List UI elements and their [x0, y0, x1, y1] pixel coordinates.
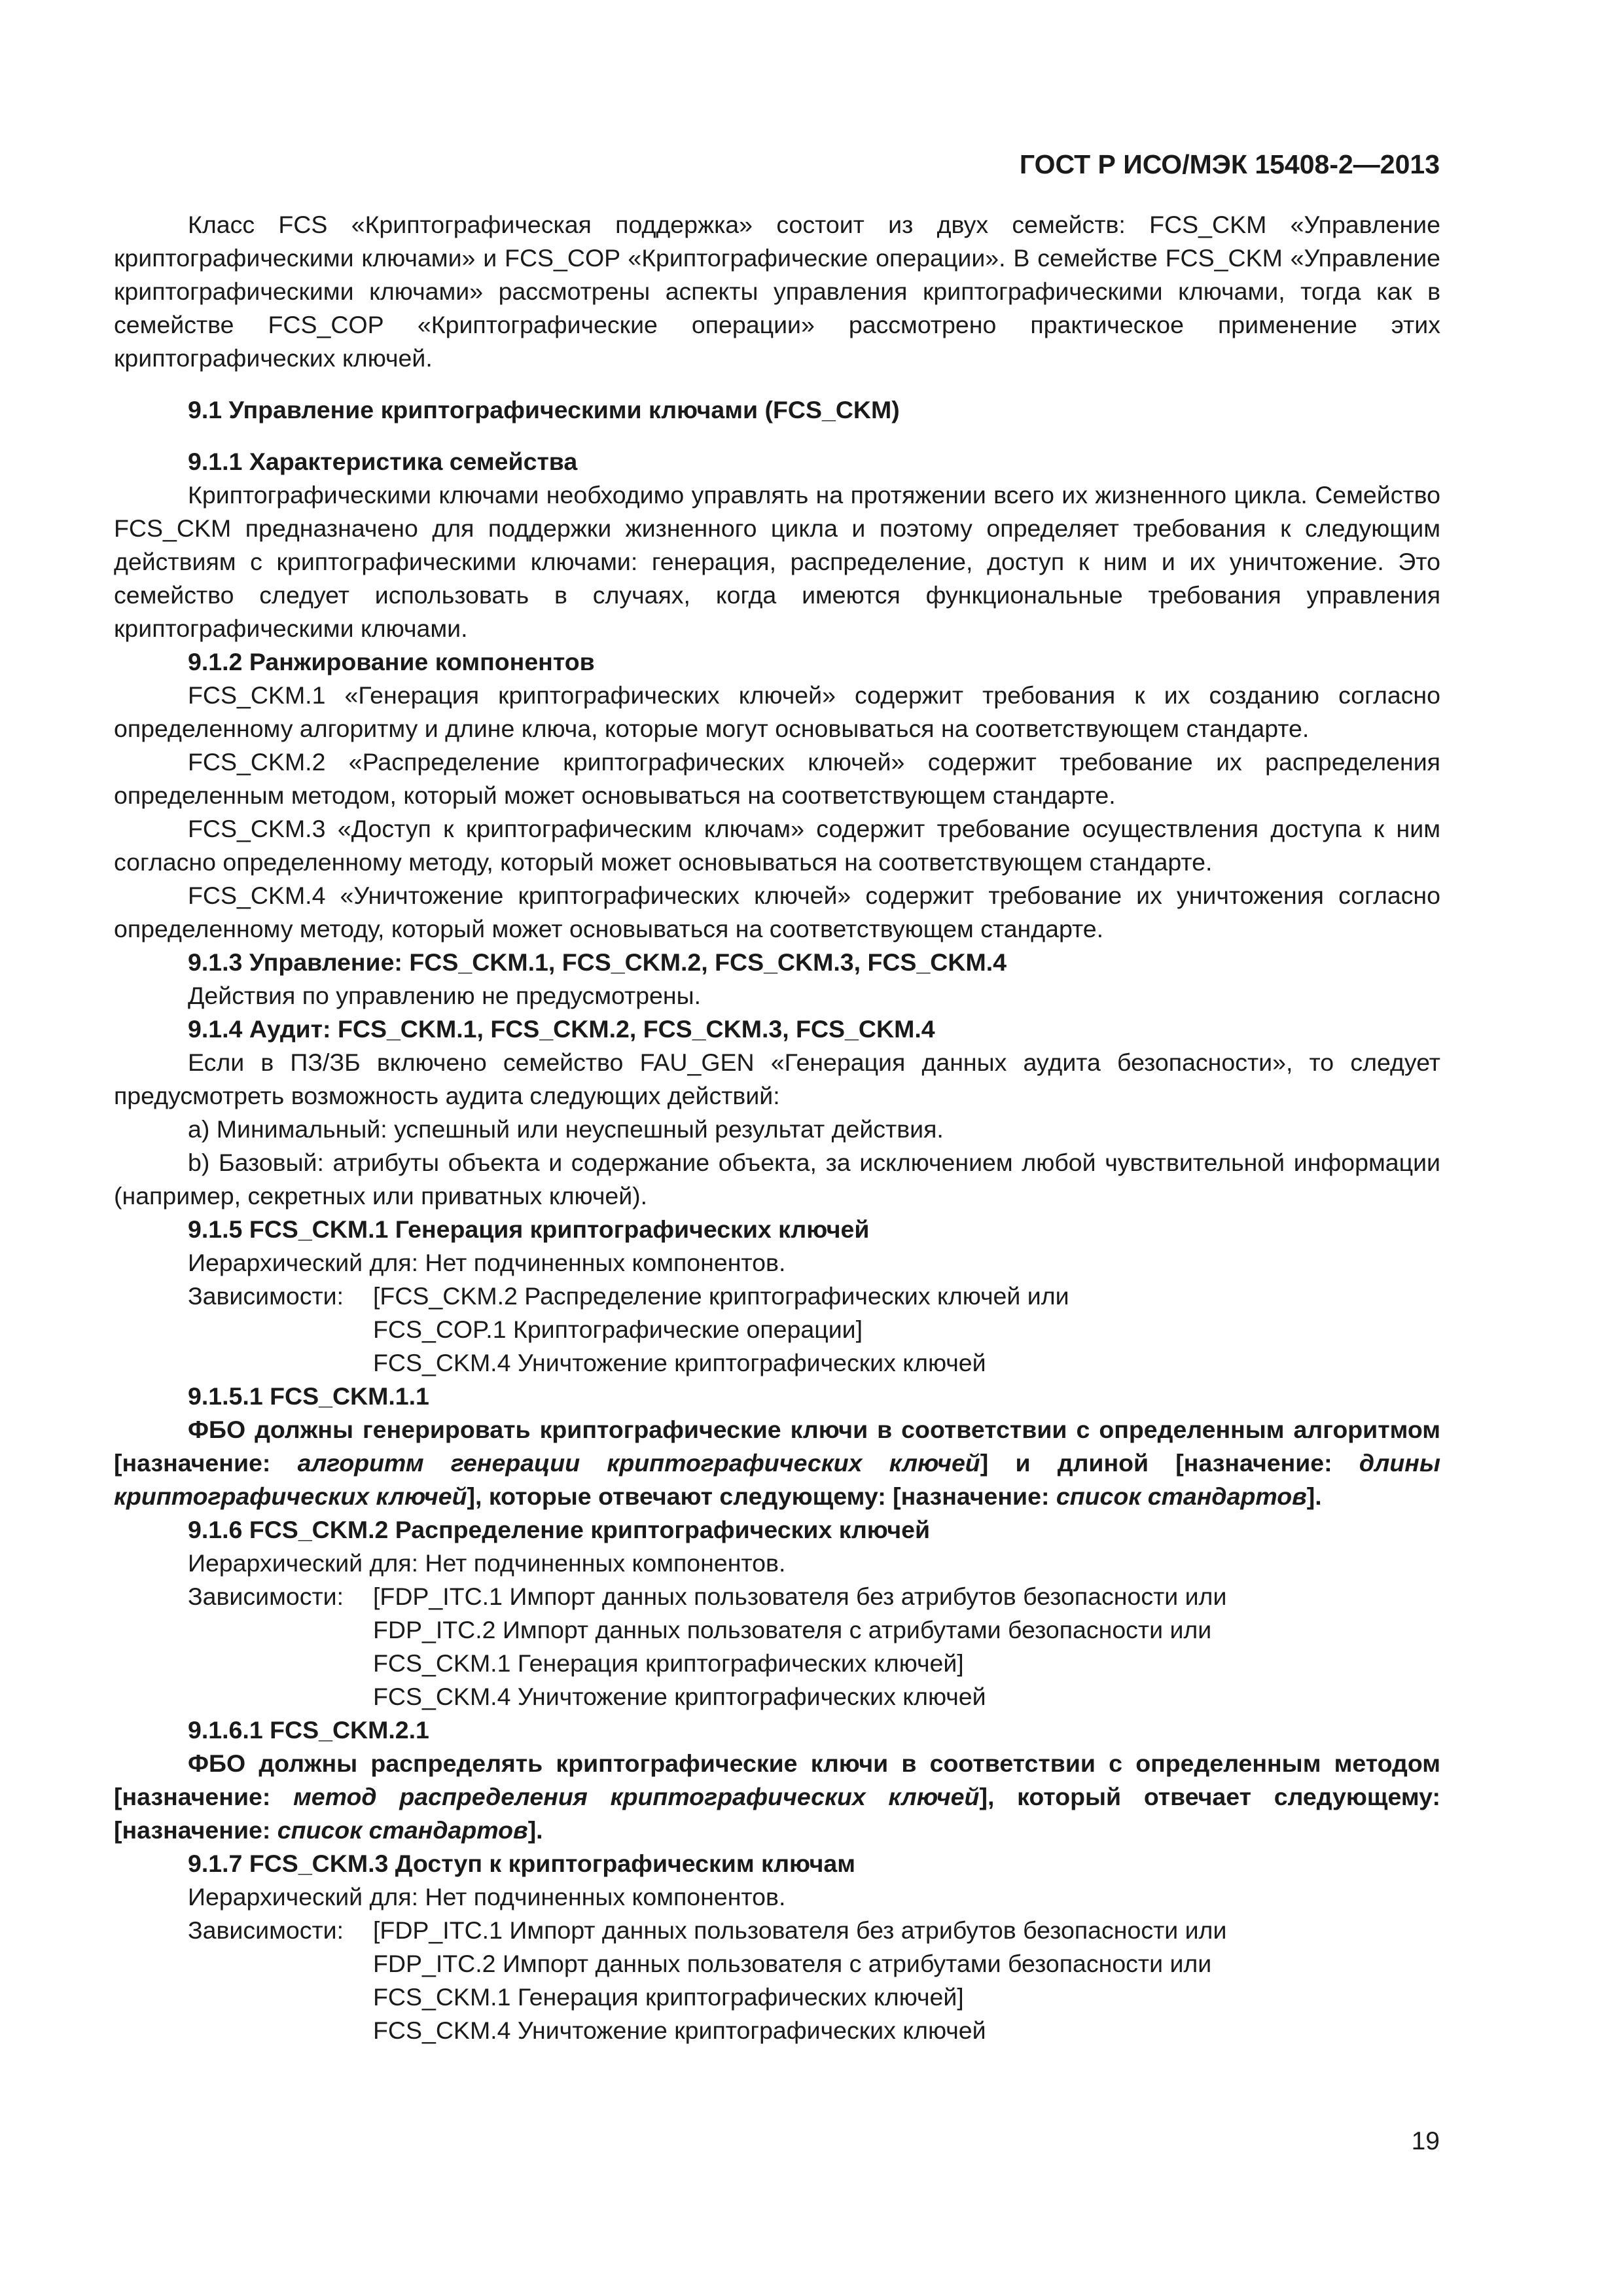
section-9-1-3-text: Действия по управлению не предусмотрены.: [188, 982, 701, 1009]
section-9-1-5-heading: 9.1.5 FCS_CKM.1 Генерация криптографических ключей: [188, 1215, 870, 1243]
requirement-fcs-ckm-2-1: [114, 1747, 1440, 1847]
req-assignment: метод распределения криптографических ключей: [293, 1783, 980, 1810]
section-9-1-2-p2: FCS_CKM.2 «Распределение криптографических ключей» содержит требование их распределения определенным методом, который может основываться на соответствующем стандарте.: [114, 748, 1440, 809]
dependency-line: [FDP_ITC.1 Импорт данных пользователя без атрибутов безопасности или: [373, 1916, 1227, 1944]
req-text: ], который отвечает следующему: [назначение:: [114, 1783, 1440, 1844]
section-9-1-1-heading: 9.1.1 Характеристика семейства: [188, 448, 578, 475]
dependency-line: FCS_CKM.4 Уничтожение криптографических ключей: [373, 1683, 986, 1710]
section-9-1-2-p1: FCS_CKM.1 «Генерация криптографических ключей» содержит требования к их созданию согласно определенному алгоритму и длине ключа, которые могут основываться на соответствующем стандарте.: [114, 681, 1440, 742]
section-9-1-5-1-heading: 9.1.5.1 FCS_CKM.1.1: [188, 1382, 429, 1410]
section-9-1-4-heading: 9.1.4 Аудит: FCS_CKM.1, FCS_CKM.2, FCS_CKM.3, FCS_CKM.4: [188, 1015, 935, 1043]
req-assignment: алгоритм генерации криптографических ключей: [297, 1449, 980, 1477]
dependencies-label: Зависимости:: [188, 1282, 344, 1310]
req-assignment: список стандартов: [1056, 1482, 1307, 1510]
req-text: ].: [1306, 1482, 1322, 1510]
page-content: [114, 208, 1440, 2047]
dependencies-label: Зависимости:: [188, 1583, 344, 1610]
dependency-line: FCS_CKM.1 Генерация криптографических ключей]: [373, 1649, 964, 1677]
dependency-line: [FDP_ITC.1 Импорт данных пользователя без атрибутов безопасности или: [373, 1583, 1227, 1610]
section-9-1-2-p4: FCS_CKM.4 «Уничтожение криптографических ключей» содержит требование их уничтожения согласно определенному методу, который может основываться на соответствующем стандарте.: [114, 882, 1440, 942]
section-9-1-3-heading: 9.1.3 Управление: FCS_CKM.1, FCS_CKM.2, FCS_CKM.3, FCS_CKM.4: [188, 948, 1007, 976]
section-9-1-7-hierarchical: Иерархический для: Нет подчиненных компонентов.: [188, 1883, 786, 1910]
section-9-1-7-dependencies: [114, 1914, 1440, 2047]
section-9-1-heading: 9.1 Управление криптографическими ключами (FCS_CKM): [188, 396, 900, 423]
section-9-1-2-p3: FCS_CKM.3 «Доступ к криптографическим ключам» содержит требование осуществления доступа к ним согласно определенному методу, который может основываться на соответствующем стандарте.: [114, 815, 1440, 876]
dependency-line: FCS_CKM.4 Уничтожение криптографических ключей: [373, 1349, 986, 1376]
dependency-line: FCS_COP.1 Криптографические операции]: [373, 1316, 863, 1343]
dependency-line: [FCS_CKM.2 Распределение криптографических ключей или: [373, 1282, 1069, 1310]
page-number: 19: [1411, 2127, 1440, 2155]
section-9-1-6-hierarchical: Иерархический для: Нет подчиненных компонентов.: [188, 1549, 786, 1577]
dependencies-label: Зависимости:: [188, 1916, 344, 1944]
dependency-line: FCS_CKM.1 Генерация криптографических ключей]: [373, 1983, 964, 2011]
req-text: ФБО должны распределять криптографические ключи в соответствии с определенным методом [назначение:: [114, 1749, 1440, 1810]
section-9-1-2-heading: 9.1.2 Ранжирование компонентов: [188, 648, 595, 675]
section-9-1-6-1-heading: 9.1.6.1 FCS_CKM.2.1: [188, 1716, 429, 1744]
intro-paragraph: Класс FCS «Криптографическая поддержка» состоит из двух семейств: FCS_CKM «Управление криптографическими ключами» и FCS_COP «Криптографические операции». В семействе FCS_CKM «Управление криптографическими ключами» рассмотрены аспекты управления криптографическими ключами, тогда как в семействе FCS_COP «Криптографические операции» рассмотрено практическое применение этих криптографических ключей.: [114, 211, 1440, 372]
section-9-1-4-text: Если в ПЗ/ЗБ включено семейство FAU_GEN «Генерация данных аудита безопасности», то следует предусмотреть возможность аудита следующих действий:: [114, 1049, 1440, 1109]
section-9-1-6-heading: 9.1.6 FCS_CKM.2 Распределение криптографических ключей: [188, 1516, 931, 1543]
section-9-1-6-dependencies: [114, 1580, 1440, 1713]
section-9-1-5-dependencies: [114, 1280, 1440, 1380]
req-assignment: список стандартов: [277, 1816, 528, 1844]
req-text: ] и длиной [назначение:: [980, 1449, 1359, 1477]
section-9-1-1-text: Криптографическими ключами необходимо управлять на протяжении всего их жизненного цикла. Семейство FCS_CKM предназначено для поддержки жизненного цикла и поэтому определяет требования к следующим действиям с криптографическими ключами: генерация, распределение, доступ к ним и их уничтожение. Это семейство следует использовать в случаях, когда имеются функциональные требования управления криптографическими ключами.: [114, 481, 1440, 642]
audit-item-b: b) Базовый: атрибуты объекта и содержание объекта, за исключением любой чувствительной информации (например, секретных или приватных ключей).: [114, 1149, 1440, 1210]
page-header: ГОСТ Р ИСО/МЭК 15408-2—2013: [1019, 149, 1440, 179]
req-assignment: длины криптографических ключей: [114, 1449, 1440, 1510]
audit-item-a: a) Минимальный: успешный или неуспешный результат действия.: [188, 1115, 944, 1143]
section-9-1-7-heading: 9.1.7 FCS_CKM.3 Доступ к криптографическим ключам: [188, 1850, 856, 1877]
dependency-line: FCS_CKM.4 Уничтожение криптографических ключей: [373, 2017, 986, 2044]
requirement-fcs-ckm-1-1: [114, 1413, 1440, 1513]
req-text: ].: [527, 1816, 543, 1844]
req-text: ], которые отвечают следующему: [назначение:: [467, 1482, 1056, 1510]
dependency-line: FDP_ITC.2 Импорт данных пользователя с атрибутами безопасности или: [373, 1616, 1212, 1643]
dependency-line: FDP_ITC.2 Импорт данных пользователя с атрибутами безопасности или: [373, 1950, 1212, 1977]
section-9-1-5-hierarchical: Иерархический для: Нет подчиненных компонентов.: [188, 1249, 786, 1276]
req-text: ФБО должны генерировать криптографические ключи в соответствии с определенным алгоритмом [назначение:: [114, 1416, 1440, 1477]
